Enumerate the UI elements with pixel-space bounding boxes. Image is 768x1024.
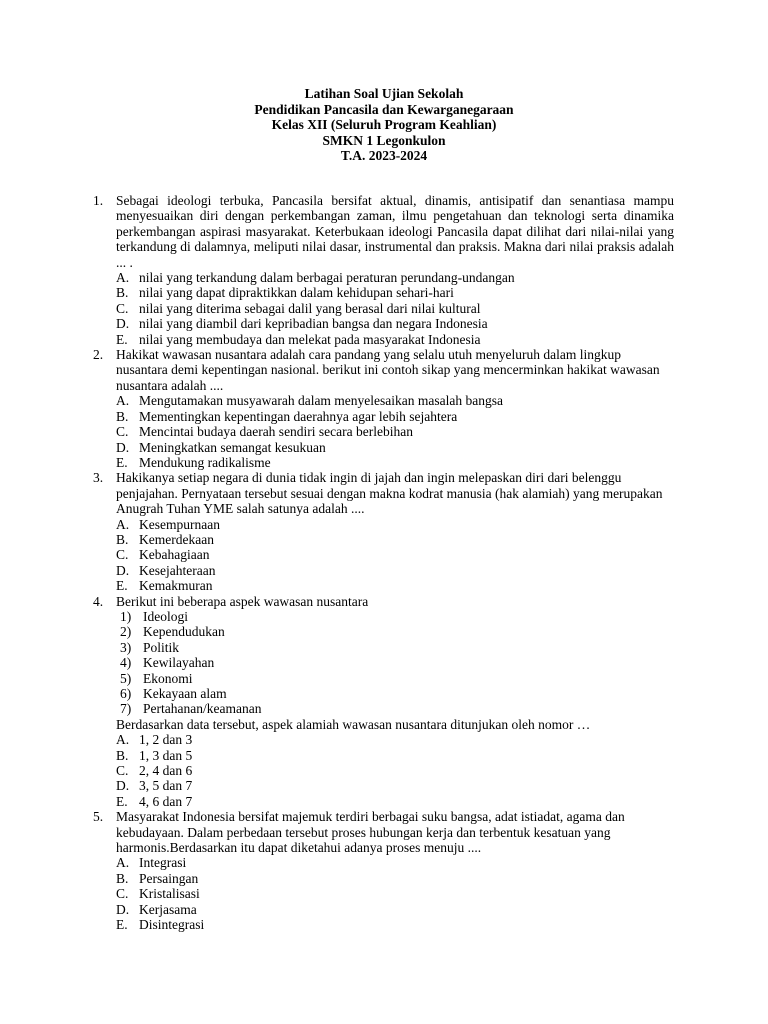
list-item: [120, 609, 674, 624]
list-item-number: 6): [120, 686, 132, 701]
option-text: Mengutamakan musyawarah dalam menyelesaikan masalah bangsa: [139, 393, 503, 409]
list-item-text: Kependudukan: [143, 624, 225, 640]
document-header: [0, 86, 768, 164]
list-item-text: Pertahanan/keamanan: [143, 701, 262, 717]
list-item-text: Ekonomi: [143, 670, 193, 686]
option-d: [116, 902, 674, 917]
option-letter: A.: [116, 855, 130, 871]
option-text: 1, 3 dan 5: [139, 747, 193, 763]
option-text: 1, 2 dan 3: [139, 732, 193, 748]
option-text: Persaingan: [139, 870, 199, 886]
option-letter: C.: [116, 763, 129, 779]
option-c: [116, 547, 674, 562]
option-text: Integrasi: [139, 855, 187, 871]
question-number: 1.: [93, 193, 104, 208]
list-item-number: 2): [120, 624, 132, 640]
option-letter: B.: [116, 408, 129, 424]
list-item: [120, 701, 674, 716]
question-number: 5.: [93, 809, 104, 825]
option-text: nilai yang dapat dipraktikkan dalam kehidupan sehari-hari: [139, 285, 454, 301]
option-text: Kristalisasi: [139, 886, 200, 902]
option-letter: E.: [116, 917, 128, 933]
option-letter: B.: [116, 285, 129, 301]
option-d: [116, 563, 674, 578]
question-text: Hakikat wawasan nusantara adalah cara pandang yang selalu utuh menyeluruh dalam lingkup nusantara demi kepentingan nasional. berikut ini contoh sikap yang mencerminkan hakikat wawasan nusantara adalah ....: [116, 347, 660, 393]
option-text: Kerjasama: [139, 901, 197, 917]
question-text: Masyarakat Indonesia bersifat majemuk terdiri berbagai suku bangsa, adat istiadat, agama dan kebudayaan. Dalam perbedaan tersebut proses hubungan kerja dan terbentuk kesatuan yang harmonis.Berdasarkan itu dapat diketahui adanya proses menuju ....: [116, 809, 625, 856]
list-item: [120, 671, 674, 686]
option-letter: E.: [116, 578, 128, 594]
option-text: Kemakmuran: [139, 578, 213, 594]
option-letter: E.: [116, 454, 128, 470]
option-text: Kemerdekaan: [139, 531, 214, 547]
option-a: [116, 393, 674, 408]
option-b: [116, 871, 674, 886]
question-text: Sebagai ideologi terbuka, Pancasila bersifat aktual, dinamis, antisipatif dan senantiasa mampu menyesuaikan diri dengan perkembangan zaman, ilmu pengetahuan dan teknologi serta dinamika perkembangan aspirasi masyarakat. Keterbukaan ideologi Pancasila dapat dilihat dari nilai-nilai yang terkandung di dalamnya, meliputi nilai dasar, instrumental dan praksis. Makna dari nilai praksis adalah ... .: [116, 193, 674, 270]
option-letter: B.: [116, 870, 129, 886]
option-letter: A.: [116, 516, 130, 532]
option-b: [116, 285, 674, 300]
option-e: [116, 794, 674, 809]
question-text: Berikut ini beberapa aspek wawasan nusantara: [116, 593, 369, 609]
option-a: [116, 517, 674, 532]
list-item-number: 7): [120, 701, 132, 717]
list-item-text: Politik: [143, 639, 180, 655]
list-item: [120, 686, 674, 701]
option-e: [116, 917, 674, 932]
option-letter: D.: [116, 562, 130, 578]
option-letter: D.: [116, 901, 130, 917]
option-letter: C.: [116, 424, 129, 440]
list-item-number: 5): [120, 670, 132, 686]
option-e: [116, 578, 674, 593]
option-text: 4, 6 dan 7: [139, 793, 193, 809]
list-item-text: Ideologi: [143, 608, 188, 624]
option-letter: D.: [116, 316, 130, 332]
option-c: [116, 424, 674, 439]
question-1: [93, 193, 674, 347]
option-letter: A.: [116, 393, 130, 409]
aspect-list: [116, 609, 674, 717]
option-b: [116, 532, 674, 547]
option-text: nilai yang terkandung dalam berbagai peraturan perundang-undangan: [139, 270, 515, 286]
list-item: [120, 624, 674, 639]
header-school: SMKN 1 Legonkulon: [322, 132, 446, 148]
option-text: Mementingkan kepentingan daerahnya agar lebih sejahtera: [139, 408, 458, 424]
question-5: [93, 809, 674, 932]
option-letter: C.: [116, 547, 129, 563]
header-academic-year: T.A. 2023-2024: [340, 148, 428, 164]
question-number: 3.: [93, 470, 104, 486]
question-number: 2.: [93, 347, 104, 363]
question-3: [93, 470, 674, 593]
option-text: Disintegrasi: [139, 917, 205, 933]
option-a: [116, 732, 674, 747]
option-letter: B.: [116, 747, 129, 763]
option-letter: E.: [116, 793, 128, 809]
question-number: 4.: [93, 593, 104, 609]
option-text: nilai yang membudaya dan melekat pada masyarakat Indonesia: [139, 331, 481, 347]
list-item-number: 4): [120, 655, 132, 671]
list-item-text: Kewilayahan: [143, 655, 215, 671]
option-c: [116, 886, 674, 901]
option-letter: C.: [116, 300, 129, 316]
list-item: [120, 655, 674, 670]
option-d: [116, 316, 674, 331]
header-class: Kelas XII (Seluruh Program Keahlian): [271, 117, 497, 133]
option-text: Kesejahteraan: [139, 562, 216, 578]
option-text: nilai yang diterima sebagai dalil yang berasal dari nilai kultural: [139, 300, 481, 316]
option-text: Meningkatkan semangat kesukuan: [139, 439, 326, 455]
list-item-number: 3): [120, 639, 132, 655]
option-letter: A.: [116, 732, 130, 748]
option-letter: D.: [116, 778, 130, 794]
option-letter: B.: [116, 531, 129, 547]
option-d: [116, 778, 674, 793]
list-item-number: 1): [120, 608, 132, 624]
option-b: [116, 409, 674, 424]
header-subject: Pendidikan Pancasila dan Kewarganegaraan: [254, 101, 514, 117]
list-item: [120, 640, 674, 655]
option-c: [116, 301, 674, 316]
question-list: [93, 193, 674, 933]
option-text: 2, 4 dan 6: [139, 763, 193, 779]
option-text: nilai yang diambil dari kepribadian bangsa dan negara Indonesia: [139, 316, 488, 332]
option-text: 3, 5 dan 7: [139, 778, 193, 794]
option-text: Mendukung radikalisme: [139, 454, 271, 470]
option-e: [116, 332, 674, 347]
option-letter: E.: [116, 331, 128, 347]
option-letter: A.: [116, 270, 130, 286]
option-d: [116, 440, 674, 455]
option-text: Kebahagiaan: [139, 547, 210, 563]
option-b: [116, 748, 674, 763]
option-a: [116, 270, 674, 285]
option-c: [116, 763, 674, 778]
option-text: Mencintai budaya daerah sendiri secara berlebihan: [139, 424, 413, 440]
list-item-text: Kekayaan alam: [143, 686, 227, 701]
option-letter: C.: [116, 886, 129, 902]
option-letter: D.: [116, 439, 130, 455]
question-followup-text: Berdasarkan data tersebut, aspek alamiah wawasan nusantara ditunjukan oleh nomor …: [116, 716, 591, 732]
option-e: [116, 455, 674, 470]
question-2: [93, 347, 674, 470]
question-text: Hakikanya setiap negara di dunia tidak ingin di jajah dan ingin melepaskan diri dari belenggu penjajahan. Pernyataan tersebut sesuai dengan makna kodrat manusia (hak alamiah) yang merupakan Anugrah Tuhan YME salah satunya adalah ....: [116, 470, 663, 517]
option-a: [116, 855, 674, 870]
header-title: Latihan Soal Ujian Sekolah: [304, 86, 464, 101]
option-text: Kesempurnaan: [139, 516, 220, 532]
question-4: [93, 594, 674, 810]
